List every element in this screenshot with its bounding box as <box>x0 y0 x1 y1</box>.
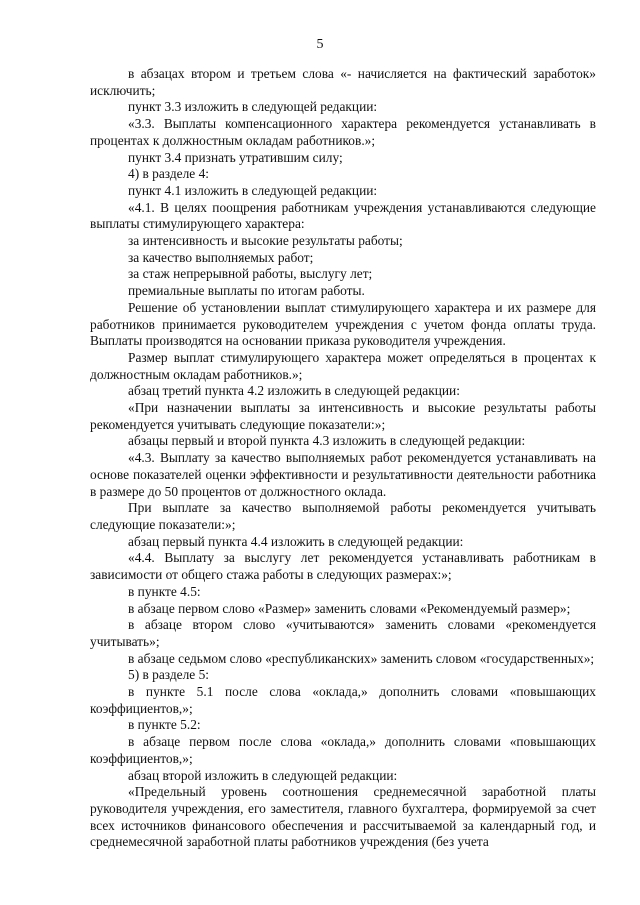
paragraph: в абзаце первом после слова «оклада,» дополнить словами «повышающих коэффициентов,»; <box>90 734 596 766</box>
paragraph: пункт 3.4 признать утратившим силу; <box>128 149 343 165</box>
paragraph: Решение об установлении выплат стимулирующего характера и их размере для работников принимается руководителем учреждения с учетом фонда оплаты труда. Выплаты производятся на основании приказа руководителя учреждения. <box>90 299 596 349</box>
paragraph: в пункте 5.1 после слова «оклада,» дополнить словами «повышающих коэффициентов,»; <box>90 684 596 716</box>
paragraph: абзац третий пункта 4.2 изложить в следующей редакции: <box>128 383 460 399</box>
paragraph: в абзаце первом слово «Размер» заменить словами «Рекомендуемый размер»; <box>128 600 571 616</box>
paragraph: 4) в разделе 4: <box>128 166 210 182</box>
paragraph: премиальные выплаты по итогам работы. <box>128 283 365 299</box>
paragraph: пункт 3.3 изложить в следующей редакции: <box>128 99 378 115</box>
paragraph: При выплате за качество выполняемой работы рекомендуется учитывать следующие показатели:»; <box>90 500 596 532</box>
paragraph: «4.3. Выплату за качество выполняемых работ рекомендуется устанавливать на основе показателей оценки эффективности и результативности деятельности работника в размере до 50 процентов от должностного оклада. <box>90 450 596 499</box>
paragraph: «Предельный уровень соотношения среднемесячной заработной платы руководителя учреждения, его заместителя, главного бухгалтера, формируемой за счет всех источников финансового обеспечения и рассчитываемой за календарный год, и среднемесячной заработной платы работников учреждения (без учета <box>90 784 596 850</box>
paragraph: абзац второй изложить в следующей редакции: <box>128 767 398 783</box>
paragraph: в пункте 5.2: <box>128 717 201 733</box>
paragraph: «3.3. Выплаты компенсационного характера рекомендуется устанавливать в процентах к должностным окладам работников.»; <box>90 116 596 148</box>
paragraph: за интенсивность и высокие результаты работы; <box>128 233 403 249</box>
paragraph: в абзаце втором слово «учитываются» заменить словами «рекомендуется учитывать»; <box>90 617 596 649</box>
paragraph: абзац первый пункта 4.4 изложить в следующей редакции: <box>128 533 464 549</box>
paragraph: 5) в разделе 5: <box>128 667 210 683</box>
paragraph: «4.4. Выплату за выслугу лет рекомендуется устанавливать работникам в зависимости от общего стажа работы в следующих размерах:»; <box>90 550 596 583</box>
paragraph: «При назначении выплаты за интенсивность и высокие результаты работы рекомендуется учитывать следующие показатели:»; <box>90 400 596 432</box>
paragraph: за качество выполняемых работ; <box>128 249 314 265</box>
paragraph: в абзаце седьмом слово «республиканских» заменить словом «государственных»; <box>128 650 595 666</box>
paragraph: абзацы первый и второй пункта 4.3 изложить в следующей редакции: <box>128 433 526 449</box>
paragraph: за стаж непрерывной работы, выслугу лет; <box>128 266 373 282</box>
paragraph: в пункте 4.5: <box>128 583 201 599</box>
paragraph: пункт 4.1 изложить в следующей редакции: <box>128 182 378 198</box>
paragraph: Размер выплат стимулирующего характера может определяться в процентах к должностным окладам работников.»; <box>90 349 596 382</box>
paragraph: «4.1. В целях поощрения работникам учреждения устанавливаются следующие выплаты стимулирующего характера: <box>90 199 596 232</box>
page-number: 5 <box>316 37 324 52</box>
document-body <box>90 66 596 851</box>
paragraph: в абзацах втором и третьем слова «- начисляется на фактический заработок» исключить; <box>90 66 596 98</box>
